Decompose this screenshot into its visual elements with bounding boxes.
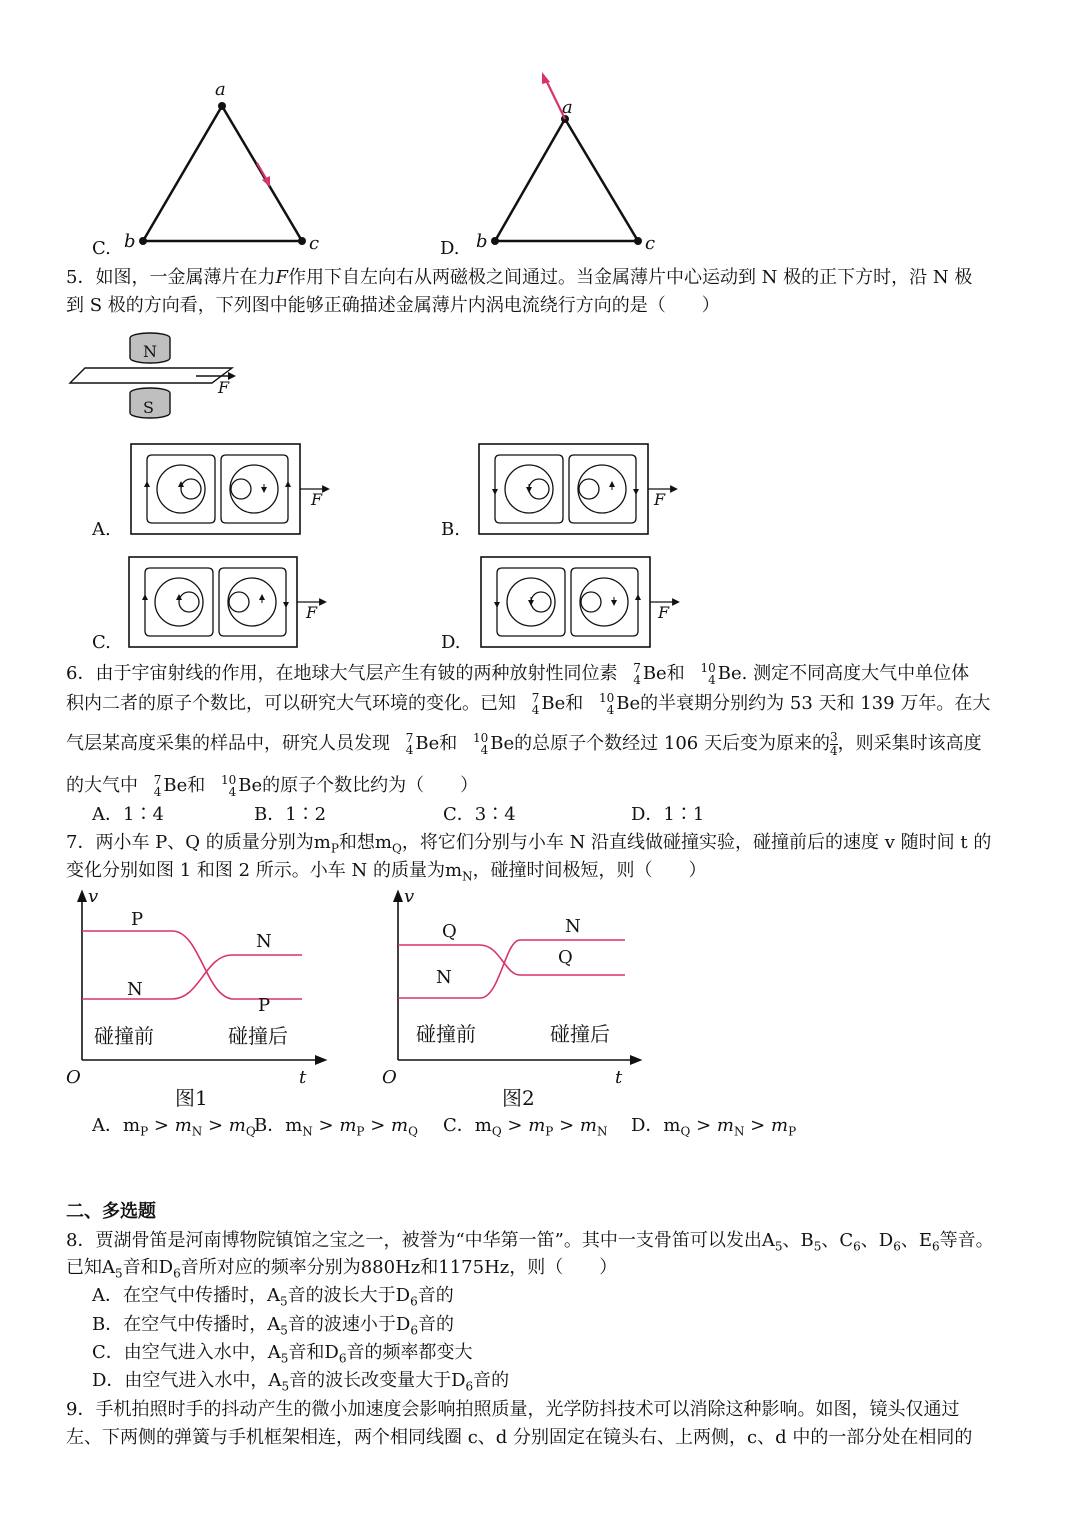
vertex-a-label: a <box>562 97 573 118</box>
force-label: F <box>218 378 230 397</box>
fig2-n-after-label: N <box>565 916 581 937</box>
fig2-after-label: 碰撞后 <box>550 1022 610 1046</box>
q4-triangle-figures <box>0 70 1080 260</box>
vertex-c-label: c <box>309 233 320 254</box>
fig1-before-label: 碰撞前 <box>94 1024 154 1048</box>
q7-stem-line2: 变化分别如图 1 和图 2 所示。小车 N 的质量为$m_N$，碰撞时间极短，则（ ） <box>66 860 707 884</box>
force-label: F <box>658 603 670 622</box>
fig1-caption: 图1 <box>175 1086 208 1110</box>
q4-option-d-label[interactable]: D. <box>440 238 460 259</box>
force-label: F <box>306 603 318 622</box>
section-title-multiple-choice: 二、多选题 <box>66 1201 156 1222</box>
q5-stem-line1: 5．如图，一金属薄片在力F作用下自左向右从两磁极之间通过。当金属薄片中心运动到 N 极的正下方时，沿 N 极 <box>66 267 973 288</box>
q5-option-a-figure <box>131 444 326 534</box>
q8-option-a[interactable]: A．在空气中传播时，$A_5$音的波长大于$D_6$音的 <box>92 1285 454 1309</box>
fig2-caption: 图2 <box>502 1086 535 1110</box>
magnet-n-pole-label: N <box>143 342 157 361</box>
q6-option-a[interactable]: A．1∶4 <box>92 804 164 825</box>
q6-option-d[interactable]: D．1∶1 <box>631 804 705 825</box>
fig1-after-label: 碰撞后 <box>228 1024 288 1048</box>
q5-option-c-label[interactable]: C. <box>92 632 111 653</box>
force-label: F <box>311 490 323 509</box>
q6-option-c[interactable]: C．3∶4 <box>443 804 516 825</box>
fig2-v-axis-label: v <box>404 886 415 907</box>
q8-stem-line1: 8．贾湖骨笛是河南博物院镇馆之宝之一，被誉为“中华第一笛”。其中一支骨笛可以发出$A_5$、$B_5$、$C_6$、$D_6$、$E_6$等音。 <box>66 1230 994 1254</box>
fig2-n-before-label: N <box>436 967 452 988</box>
q5-option-d-figure <box>481 557 676 647</box>
fig1-p-before-label: P <box>131 909 144 930</box>
fig2-t-axis-label: t <box>615 1067 623 1088</box>
q5-stem-line2: 到 S 极的方向看，下列图中能够正确描述金属薄片内涡电流绕行方向的是（ ） <box>66 295 720 316</box>
q5-option-a-label[interactable]: A. <box>92 519 111 540</box>
q5-magnet-figure <box>60 330 260 430</box>
q9-stem-line1: 9．手机拍照时手的抖动产生的微小加速度会影响拍照质量，光学防抖技术可以消除这种影响。如图，镜头仅通过 <box>66 1399 960 1420</box>
q4-option-c-figure <box>139 102 306 245</box>
fig2-q-after-label: Q <box>558 947 573 968</box>
q9-stem-line2: 左、下两侧的弹簧与手机框架相连，两个相同线圈 c、d 分别固定在镜头右、上两侧，c、d 中的一部分处在相同的 <box>66 1427 973 1448</box>
fig1-origin-label: O <box>66 1067 81 1088</box>
q7-option-b[interactable]: B．$m_N > m_P > m_Q$ <box>254 1115 418 1139</box>
q5-option-b-label[interactable]: B. <box>441 519 460 540</box>
force-label: F <box>654 490 666 509</box>
fig2-before-label: 碰撞前 <box>416 1022 476 1046</box>
q6-stem-line1: 6．由于宇宙射线的作用，在地球大气层产生有铍的两种放射性同位素 7 4 Be和 10 4 Be. 测定不同高度大气中单位体 <box>66 661 970 687</box>
q4-option-c-label[interactable]: C. <box>92 238 111 259</box>
q5-eddy-options <box>0 436 700 656</box>
vertex-c-label: c <box>645 233 656 254</box>
q7-stem-line1: 7．两小车 P、Q 的质量分别为$m_P$和想$m_Q$，将它们分别与小车 N 沿直线做碰撞实验，碰撞前后的速度 v 随时间 t 的 <box>66 832 992 856</box>
fig1-v-axis-label: v <box>88 886 99 907</box>
vertex-b-label: b <box>124 231 136 252</box>
q8-option-c[interactable]: C．由空气进入水中，$A_5$音和$D_6$音的频率都变大 <box>92 1342 473 1366</box>
fig1-p-after-label: P <box>258 995 271 1016</box>
be7-isotope: 7 4 <box>633 661 641 687</box>
magnet-s-pole-label: S <box>143 398 154 417</box>
q6-stem-line2: 积内二者的原子个数比，可以研究大气环境的变化。已知 7 4 Be和 10 4 Be的半衰期分别约为 53 天和 139 万年。在大 <box>66 691 991 717</box>
fig2-origin-label: O <box>382 1067 397 1088</box>
q6-stem-line4: 的大气中 7 4 Be和 10 4 Be的原子个数比约为（ ） <box>66 773 479 799</box>
q8-option-b[interactable]: B．在空气中传播时，$A_5$音的波速小于$D_6$音的 <box>92 1314 454 1338</box>
q7-option-d[interactable]: D．$m_Q > m_N > m_P$ <box>631 1115 797 1139</box>
q7-velocity-graphs <box>60 880 660 1080</box>
q5-option-d-label[interactable]: D. <box>441 632 461 653</box>
be10-isotope: 10 4 <box>700 661 716 687</box>
fig1-n-after-label: N <box>256 931 272 952</box>
vertex-a-label: a <box>215 79 226 100</box>
q8-stem-line2: 已知$A_5$音和$D_6$音所对应的频率分别为880Hz和1175Hz，则（ ） <box>66 1257 618 1281</box>
q7-option-a[interactable]: A．$m_P > m_N > m_Q$ <box>92 1115 256 1139</box>
q8-option-d[interactable]: D．由空气进入水中，$A_5$音的波长改变量大于$D_6$音的 <box>92 1370 510 1394</box>
q5-option-c-figure <box>129 557 323 647</box>
q5-option-b-figure <box>479 444 674 534</box>
q6-stem-line3: 气层某高度采集的样品中，研究人员发现 7 4 Be和 10 4 Be的总原子个数经过 106 天后变为原来的 $\frac{3}{4}$ ，则采集时该高度 <box>66 729 982 758</box>
fig1-n-before-label: N <box>127 979 143 1000</box>
q7-option-c[interactable]: C．$m_Q > m_P > m_N$ <box>443 1115 608 1139</box>
vertex-b-label: b <box>476 231 488 252</box>
q6-option-b[interactable]: B．1∶2 <box>254 804 327 825</box>
fig1-t-axis-label: t <box>299 1067 307 1088</box>
fig2-q-before-label: Q <box>442 921 457 942</box>
three-quarters-fraction: $\frac{3}{4}$ <box>829 729 838 758</box>
